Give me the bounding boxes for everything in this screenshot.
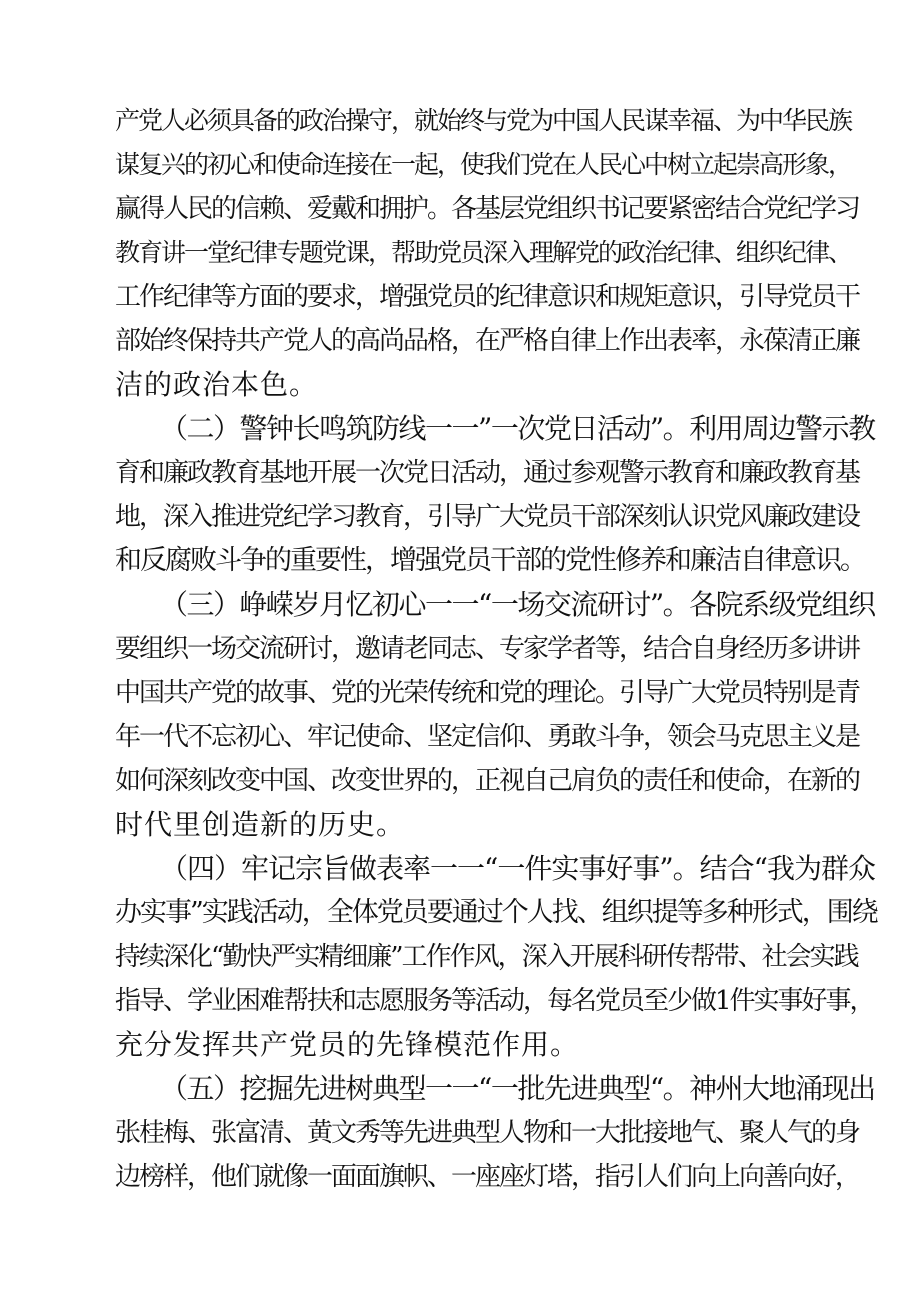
text-line: 教育讲一堂纪律专题党课，帮助党员深入理解党的政治纪律、组织纪律、	[115, 238, 852, 267]
text-line: 和反腐败斗争的重要性，增强党员干部的党性修养和廉洁自律意识。	[115, 545, 865, 576]
section-heading: （五）挖掘先进树典型一一“一批先进典型“。神州大地涌现出	[160, 1072, 875, 1105]
text-line: 年一代不忘初心、牢记使命、坚定信仰、勇敢斗争，领会马克思主义是	[115, 722, 860, 752]
text-line: 时代里创造新的历史。	[115, 808, 406, 841]
text-line: 地，深入推进党纪学习教育，引导广大党员干部深刻认识党风廉政建设	[115, 502, 860, 532]
text-line: 产党人必须具备的政治操守，就始终与党为中国人民谋幸福、为中华民族	[115, 106, 852, 135]
text-line: 充分发挥共产党员的先锋模范作用。	[115, 1028, 580, 1061]
text-line: 要组织一场交流研讨，邀请老同志、专家学者等，结合自身经历多讲讲	[115, 634, 860, 664]
text-line: 指导、学业困难帮扶和志愿服务等活动，每名党员至少做1件实事好事，	[115, 986, 874, 1016]
text-line: 赢得人民的信赖、爱戴和拥护。各基层党组织书记要紧密结合党纪学习	[115, 194, 860, 224]
text-line: 如何深刻改变中国、改变世界的，正视自己肩负的责任和使命，在新的	[115, 766, 860, 796]
text-line: 边榜样，他们就像一面面旗帜、一座座灯塔，指引人们向上向善向好，	[115, 1162, 860, 1192]
text-line: 办实事”实践活动，全体党员要通过个人找、组织提等多种形式，围绕	[115, 897, 877, 928]
text-line: 持续深化“勤快严实精细廉”工作作风，深入开展科研传帮带、社会实践	[115, 942, 858, 972]
section-heading: （四）牢记宗旨做表率一一“一件实事好事”。结合“我为群众	[160, 852, 875, 885]
section-heading: （三）峥嵘岁月忆初心一一“一场交流研讨”。各院系级党组织	[160, 588, 875, 621]
section-heading: （二）警钟长鸣筑防线一一”一次党日活动”。利用周边警示教	[160, 412, 875, 445]
text-line: 张桂梅、张富清、黄文秀等先进典型人物和一大批接地气、聚人气的身	[115, 1118, 860, 1148]
text-line: 部始终保持共产党人的高尚品格，在严格自律上作出表率，永葆清正廉	[115, 326, 860, 356]
text-line: 中国共产党的故事、党的光荣传统和党的理论。引导广大党员特别是青	[115, 678, 860, 708]
text-line: 洁的政治本色。	[115, 368, 319, 401]
text-line: 工作纪律等方面的要求，增强党员的纪律意识和规矩意识，引导党员干	[115, 282, 860, 312]
text-line: 谋复兴的初心和使命连接在一起，使我们党在人民心中树立起崇高形象，	[115, 150, 852, 179]
text-line: 育和廉政教育基地开展一次党日活动，通过参观警示教育和廉政教育基	[115, 458, 860, 488]
